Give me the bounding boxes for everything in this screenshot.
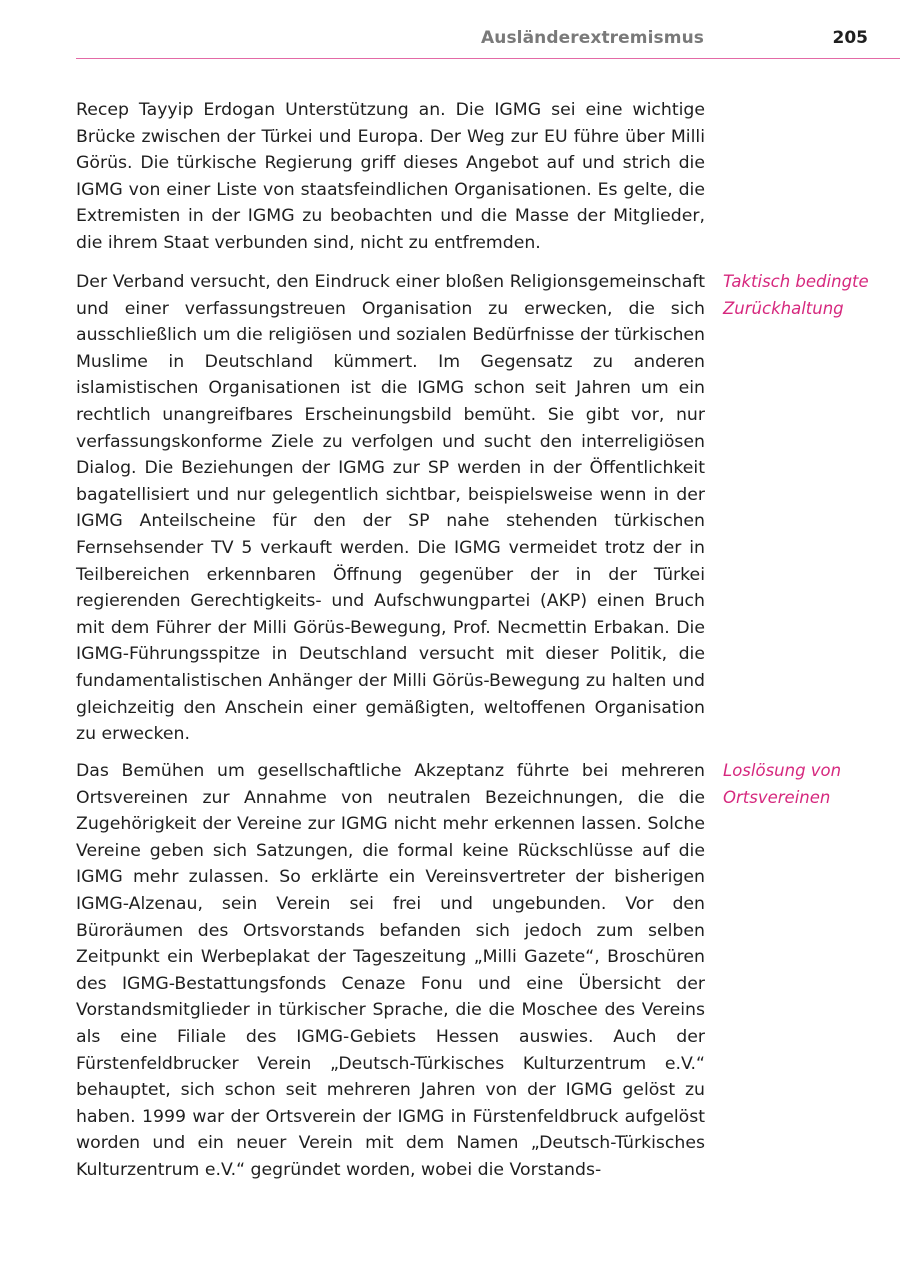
- page-number: 205: [832, 28, 868, 48]
- paragraph-1: Recep Tayyip Erdogan Unterstützung an. Die IGMG sei eine wichtige Brücke zwischen der Türkei und Europa. Der Weg zur EU führe über Milli Görüs. Die türkische Regierung griff dieses Angebot auf und strich die IGMG von einer Liste von staatsfeindlichen Organisationen. Es gelte, die Extremisten in der IGMG zu beobachten und die Masse der Mitglieder, die ihrem Staat verbunden sind, nicht zu entfremden.: [76, 100, 705, 253]
- margin-note-local-associations: Loslösung von Ortsvereinen: [723, 761, 842, 807]
- margin-note-tactical-restraint: Taktisch bedingte Zurückhaltung: [723, 272, 869, 318]
- paragraph-2: Der Verband versucht, den Eindruck einer bloßen Religionsgemeinschaft und einer verfassungstreuen Organisation zu erwecken, die sich ausschließlich um die religiösen und sozialen Bedürfnisse der türkischen Muslime in Deutschland kümmert. Im Gegensatz zu anderen islamistischen Organisationen ist die IGMG schon seit Jahren um ein rechtlich unangreifbares Erscheinungsbild bemüht. Sie gibt vor, nur verfassungskonforme Ziele zu verfolgen und sucht den interreligiösen Dialog. Die Beziehungen der IGMG zur SP werden in der Öffentlichkeit bagatellisiert und nur gelegentlich sichtbar, beispielsweise wenn in der IGMG Anteilscheine für den der SP nahe stehenden türkischen Fernsehsender TV 5 verkauft werden. Die IGMG vermeidet trotz der in Teilbereichen erkennbaren Öffnung gegenüber der in der Türkei regierenden Gerechtigkeits- und Aufschwungpartei (AKP) einen Bruch mit dem Führer der Milli Görüs-Bewegung, Prof. Necmettin Erbakan. Die IGMG-Führungsspitze in Deutschland versucht mit dieser Politik, die fundamentalistischen Anhänger der Milli Görüs-Bewegung zu halten und gleichzeitig den Anschein einer gemäßigten, weltoffenen Organisation zu erwecken.: [76, 272, 705, 745]
- running-title: Ausländerextremismus: [481, 28, 704, 48]
- page-header: [76, 0, 900, 59]
- paragraph-3: Das Bemühen um gesellschaftliche Akzeptanz führte bei mehreren Ortsvereinen zur Annahme von neutralen Bezeichnungen, die die Zugehörigkeit der Vereine zur IGMG nicht mehr erkennen lassen. Solche Vereine geben sich Satzungen, die formal keine Rückschlüsse auf die IGMG mehr zulassen. So erklärte ein Vereinsvertreter der bisherigen IGMG-Alzenau, sein Verein sei frei und ungebunden. Vor den Büroräumen des Ortsvorstands befanden sich jedoch zum selben Zeitpunkt ein Werbeplakat der Tageszeitung „Milli Gazete“, Broschüren des IGMG-Bestattungsfonds Cenaze Fonu und eine Übersicht der Vorstandsmitglieder in türkischer Sprache, die die Moschee des Vereins als eine Filiale des IGMG-Gebiets Hessen auswies. Auch der Fürstenfeldbrucker Verein „Deutsch-Türkisches Kulturzentrum e.V.“ behauptet, sich schon seit mehreren Jahren von der IGMG gelöst zu haben. 1999 war der Ortsverein der IGMG in Fürstenfeldbruck aufgelöst worden und ein neuer Verein mit dem Namen „Deutsch-Türkisches Kulturzentrum e.V.“ gegründet worden, wobei die Vorstands-: [76, 761, 705, 1180]
